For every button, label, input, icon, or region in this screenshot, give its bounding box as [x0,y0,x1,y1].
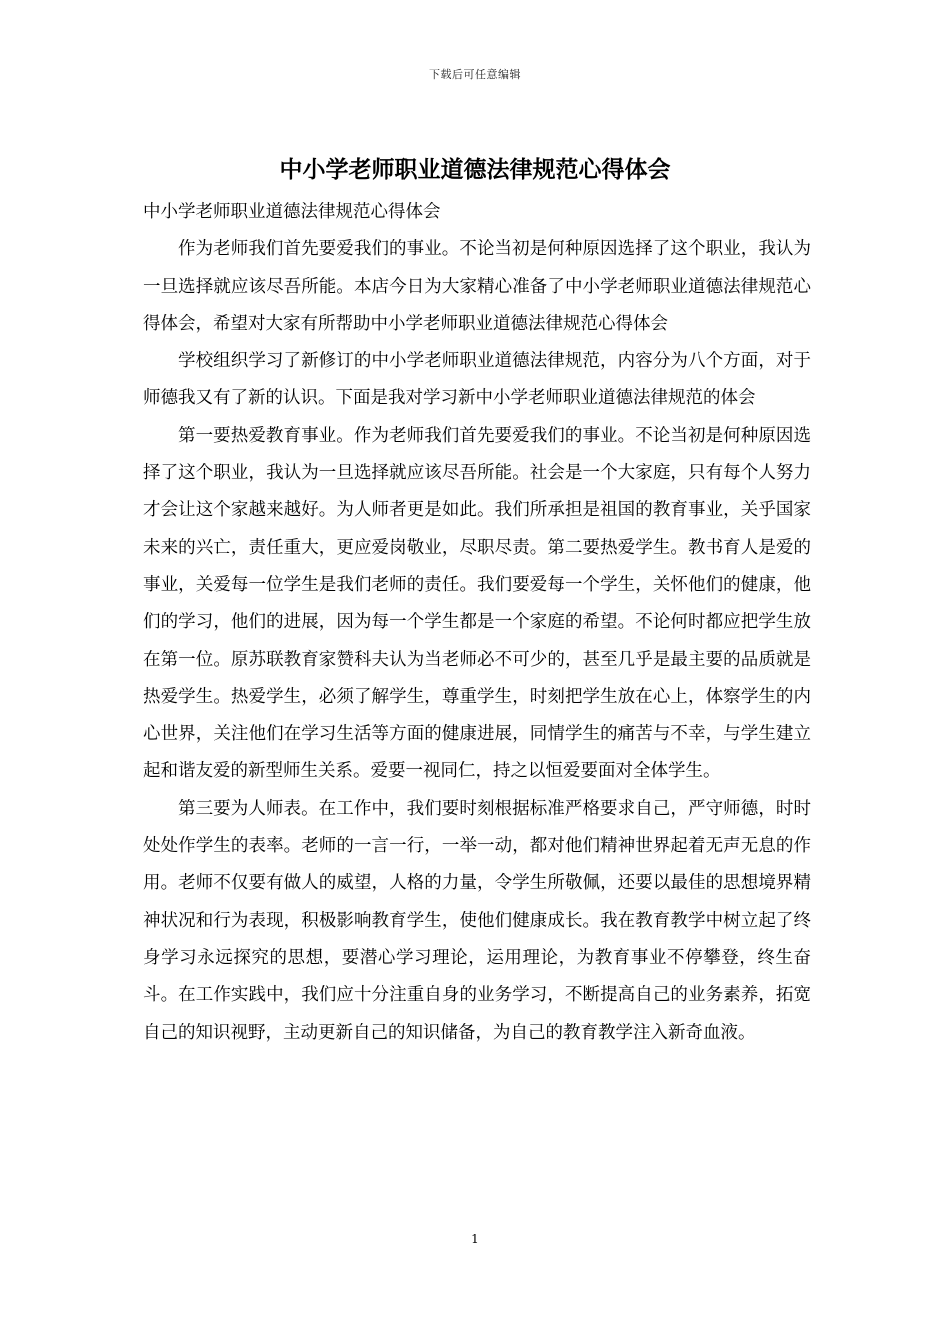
paragraph-first-second: 第一要热爱教育事业。作为老师我们首先要爱我们的事业。不论当初是何种原因选择了这个职业，我认为一旦选择就应该尽吾所能。社会是一个大家庭，只有每个人努力才会让这个家越来越好。为人师者更是如此。我们所承担是祖国的教育事业，关乎国家未来的兴亡，责任重大，更应爱岗敬业，尽职尽责。第二要热爱学生。教书育人是爱的事业，关爱每一位学生是我们老师的责任。我们要爱每一个学生，关怀他们的健康，他们的学习，他们的进展，因为每一个学生都是一个家庭的希望。不论何时都应把学生放在第一位。原苏联教育家赞科夫认为当老师必不可少的，甚至几乎是最主要的品质就是热爱学生。热爱学生，必须了解学生，尊重学生，时刻把学生放在心上，体察学生的内心世界，关注他们在学习生活等方面的健康进展，同情学生的痛苦与不幸，与学生建立起和谐友爱的新型师生关系。爱要一视同仁，持之以恒爱要面对全体学生。 [143,425,811,782]
header-note: 下载后可任意编辑 [429,68,521,81]
document-title: 中小学老师职业道德法律规范心得体会 [279,156,671,183]
document-subtitle: 中小学老师职业道德法律规范心得体会 [143,202,441,222]
document-body [143,194,811,1052]
paragraph-third: 第三要为人师表。在工作中，我们要时刻根据标准严格要求自己，严守师德，时时处处作学生的表率。老师的一言一行，一举一动，都对他们精神世界起着无声无息的作用。老师不仅要有做人的威望，人格的力量，令学生所敬佩，还要以最佳的思想境界精神状况和行为表现，积极影响教育学生，使他们健康成长。我在教育教学中树立起了终身学习永远探究的思想，要潜心学习理论，运用理论，为教育事业不停攀登，终生奋斗。在工作实践中，我们应十分注重自身的业务学习，不断提高自己的业务素养，拓宽自己的知识视野，主动更新自己的知识储备，为自己的教育教学注入新奇血液。 [143,798,811,1043]
paragraph-intro: 作为老师我们首先要爱我们的事业。不论当初是何种原因选择了这个职业，我认为一旦选择就应该尽吾所能。本店今日为大家精心准备了中小学老师职业道德法律规范心得体会，希望对大家有所帮助中小学老师职业道德法律规范心得体会 [143,239,811,334]
paragraph-study: 学校组织学习了新修订的中小学老师职业道德法律规范，内容分为八个方面，对于师德我又有了新的认识。下面是我对学习新中小学老师职业道德法律规范的体会 [143,351,811,409]
page-number: 1 [471,1232,479,1246]
